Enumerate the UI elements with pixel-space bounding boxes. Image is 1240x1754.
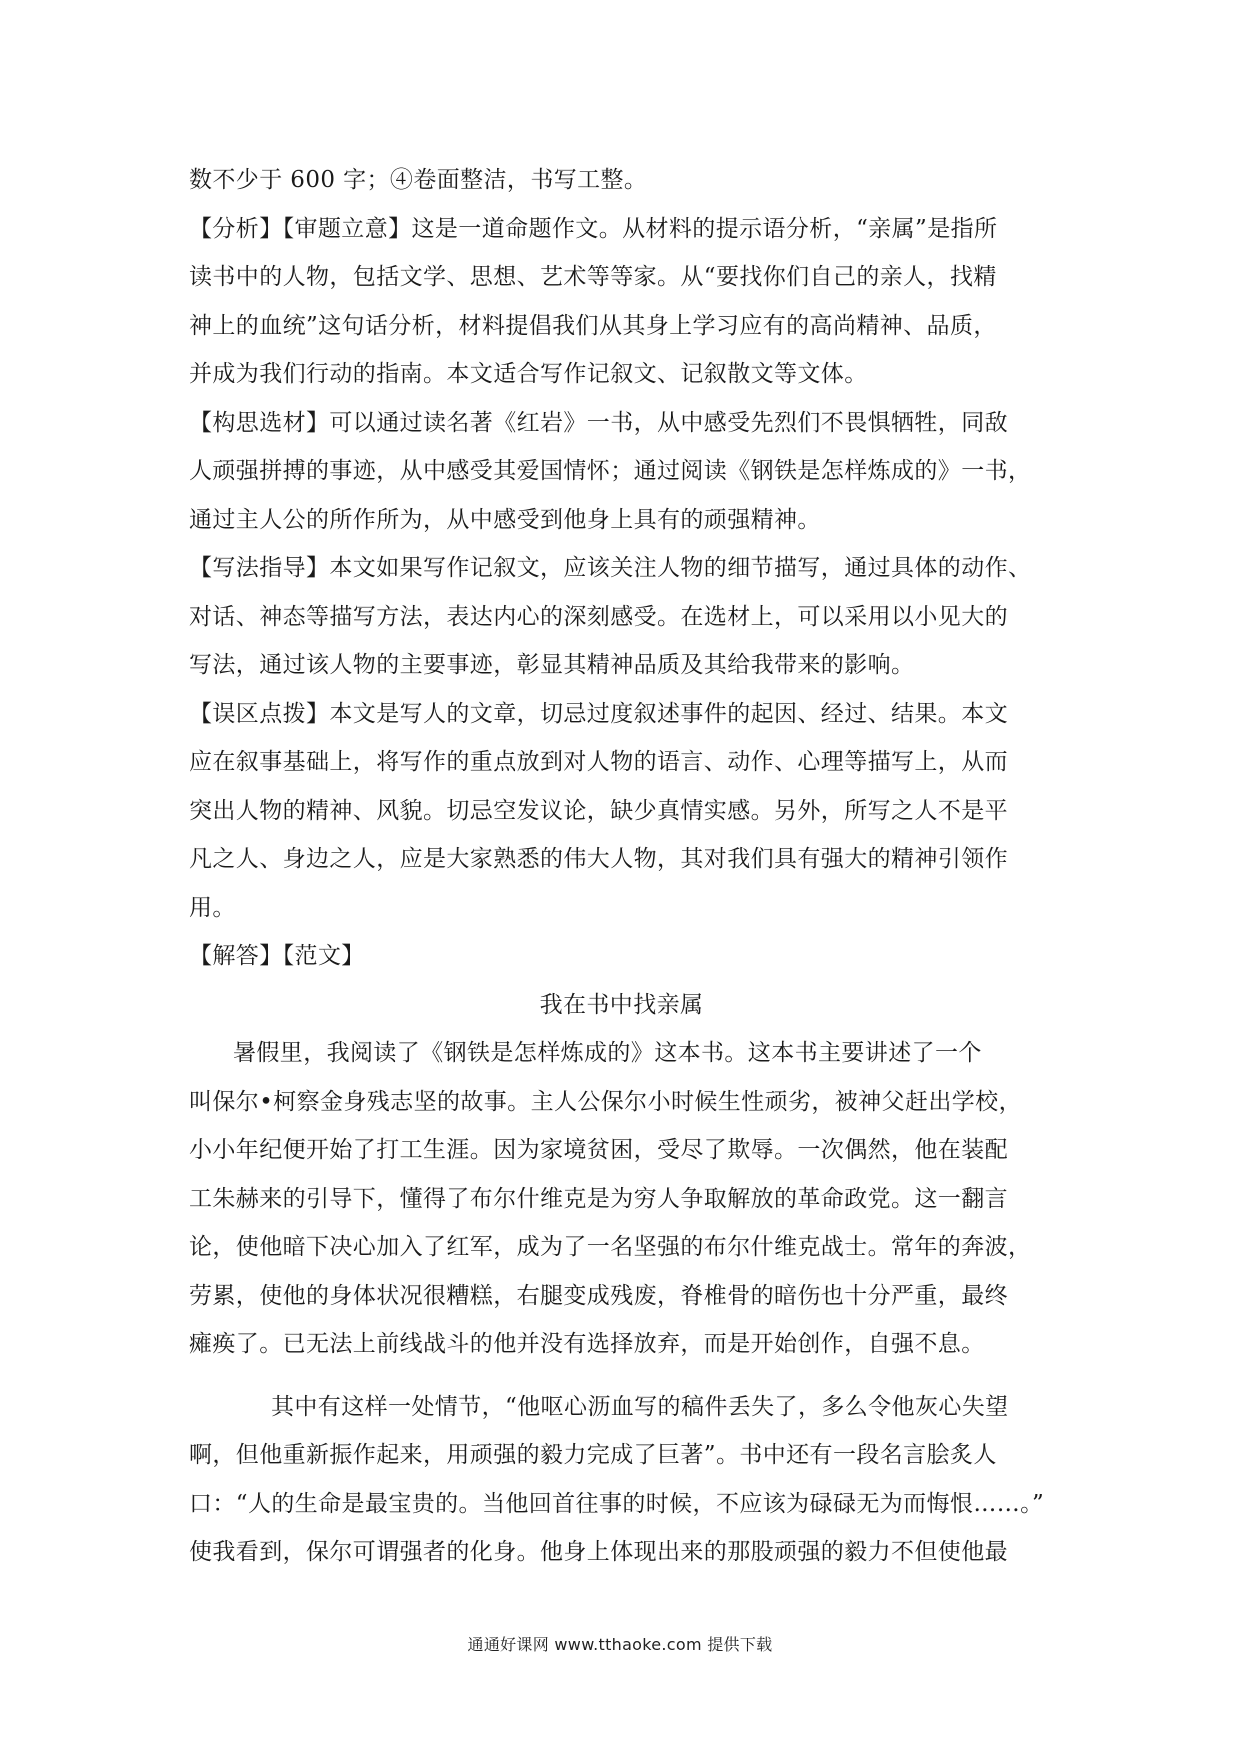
pitfall-tips-line: 应在叙事基础上，将写作的重点放到对人物的语言、动作、心理等描写上，从而 <box>189 749 1008 775</box>
material-selection-line: 通过主人公的所作所为，从中感受到他身上具有的顽强精神。 <box>189 506 821 533</box>
essay-line: 瘫痪了。已无法上前线战斗的他并没有选择放弃，而是开始创作，自强不息。 <box>189 1331 985 1357</box>
material-selection-line: 【构思选材】可以通过读名著《红岩》一书，从中感受先烈们不畏惧牺牲，同敌 <box>189 409 1008 436</box>
pitfall-tips-line: 凡之人、身边之人，应是大家熟悉的伟大人物，其对我们具有强大的精神引领作 <box>189 846 1008 872</box>
essay-line: 其中有这样一处情节，“他呕心沥血写的稿件丢失了，多么令他灰心失望 <box>271 1393 1009 1420</box>
analysis-paragraph-line: 读书中的人物，包括文学、思想、艺术等等家。从“要找你们自己的亲人，找精 <box>189 264 997 290</box>
answer-heading: 【解答】【范文】 <box>189 943 365 969</box>
writing-guide-line: 写法，通过该人物的主要事迹，彰显其精神品质及其给我带来的影响。 <box>189 652 915 678</box>
footer-download-note: 通通好课网 www.tthaoke.com 提供下载 <box>467 1635 773 1654</box>
essay-line: 口：“人的生命是最宝贵的。当他回首往事的时候，不应该为碌碌无为而悔恨……。” <box>189 1490 1045 1517</box>
analysis-paragraph-line: 并成为我们行动的指南。本文适合写作记叙文、记叙散文等文体。 <box>189 361 868 387</box>
analysis-paragraph-line: 神上的血统”这句话分析，材料提倡我们从其身上学习应有的高尚精神、品质， <box>189 312 997 339</box>
essay-line: 使我看到，保尔可谓强者的化身。他身上体现出来的那股顽强的毅力不但使他最 <box>189 1539 1008 1565</box>
essay-line: 工朱赫来的引导下，懂得了布尔什维克是为穷人争取解放的革命政党。这一翻言 <box>189 1185 1008 1212</box>
essay-line: 劳累，使他的身体状况很糟糕，右腿变成残废，脊椎骨的暗伤也十分严重，最终 <box>189 1282 1008 1309</box>
writing-guide-line: 对话、神态等描写方法，表达内心的深刻感受。在选材上，可以采用以小见大的 <box>189 603 1008 630</box>
pitfall-tips-line: 用。 <box>189 894 236 921</box>
essay-line: 啊，但他重新振作起来，用顽强的毅力完成了巨著”。书中还有一段名言脍炙人 <box>189 1442 997 1468</box>
pitfall-tips-line: 【误区点拨】本文是写人的文章，切忌过度叙述事件的起因、经过、结果。本文 <box>189 700 1008 727</box>
pitfall-tips-line: 突出人物的精神、风貌。切忌空发议论，缺少真情实感。另外，所写之人不是平 <box>189 797 1008 824</box>
essay-line: 论，使他暗下决心加入了红军，成为了一名坚强的布尔什维克战士。常年的奔波， <box>189 1234 1032 1260</box>
writing-guide-line: 【写法指导】本文如果写作记叙文，应该关注人物的细节描写，通过具体的动作、 <box>189 555 1032 581</box>
essay-line: 小小年纪便开始了打工生涯。因为家境贫困，受尽了欺辱。一次偶然，他在装配 <box>189 1137 1008 1163</box>
material-selection-line: 人顽强拼搏的事迹，从中感受其爱国情怀；通过阅读《钢铁是怎样炼成的》一书， <box>189 458 1032 484</box>
document-body <box>189 156 1054 1577</box>
analysis-paragraph-line: 【分析】【审题立意】这是一道命题作文。从材料的提示语分析，“亲属”是指所 <box>189 215 998 242</box>
essay-line: 叫保尔•柯察金身残志坚的故事。主人公保尔小时候生性顽劣，被神父赶出学校， <box>189 1088 1022 1115</box>
text-line: 数不少于 600 字；④卷面整洁，书写工整。 <box>189 167 648 193</box>
essay-line: 暑假里，我阅读了《钢铁是怎样炼成的》这本书。这本书主要讲述了一个 <box>233 1040 982 1066</box>
essay-title: 我在书中找亲属 <box>539 991 704 1018</box>
